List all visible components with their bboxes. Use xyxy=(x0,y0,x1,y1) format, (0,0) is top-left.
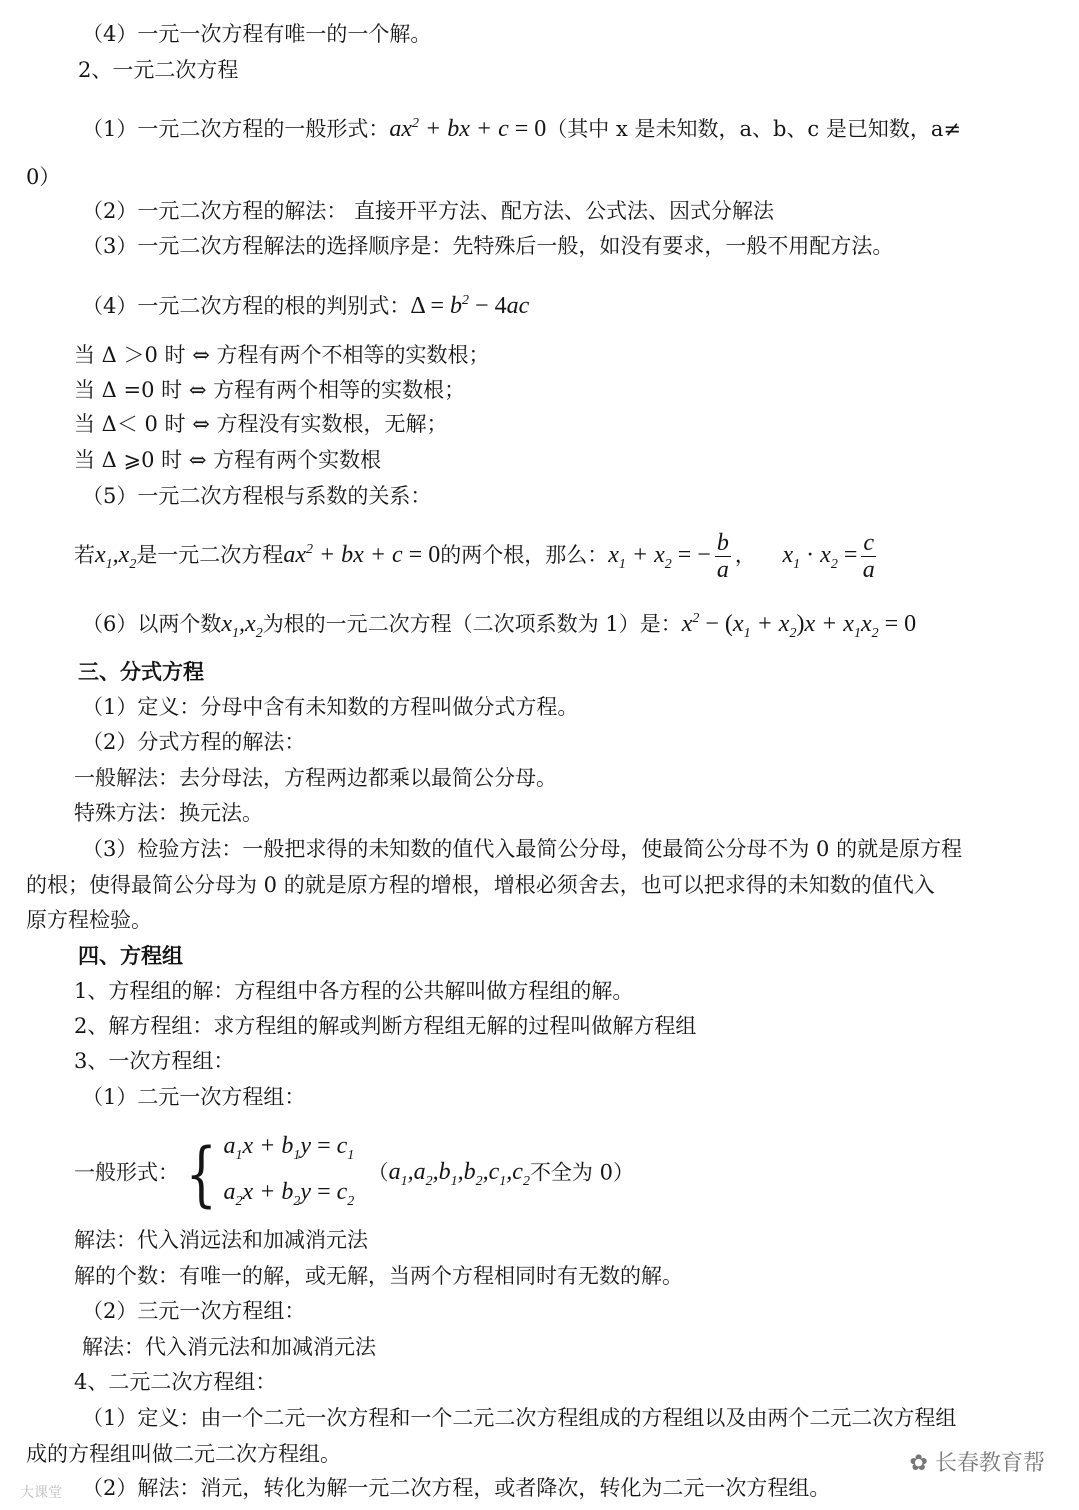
formula-system: $a_1x + b_1y = c_1$ $a_2x + b_2y = c_2$ xyxy=(223,1133,355,1209)
vieta-then: 的两个根，那么： xyxy=(440,543,609,567)
line-linear-system: 3、一次方程组： xyxy=(74,1049,235,1073)
general-form-label: （1）一元二次方程的一般形式： xyxy=(82,117,390,141)
vieta-if: 若 xyxy=(74,543,95,567)
line-check-method-3: 原方程检验。 xyxy=(26,908,152,932)
line-system-solution: 1、方程组的解：方程组中各方程的公共解叫做方程组的解。 xyxy=(74,979,634,1003)
line-fractional-method: （2）分式方程的解法： xyxy=(82,730,306,754)
vieta-mid: 是一元二次方程 xyxy=(136,543,284,567)
line-quadratic-system-method: （2）解法：消元，转化为解一元二次方程，或者降次，转化为二元一次方程组。 xyxy=(82,1476,831,1500)
heading-quadratic: 2、一元二次方程 xyxy=(78,58,239,82)
heading-equation-system: 四、方程组 xyxy=(78,943,183,968)
line-fractional-def: （1）定义：分母中含有未知数的方程叫做分式方程。 xyxy=(82,695,579,719)
line-general-form xyxy=(82,110,961,143)
line-vieta-title: （5）一元二次方程根与系数的关系： xyxy=(82,484,432,508)
system-form-note: 不全为 0） xyxy=(529,1160,634,1185)
formula-coefficients: $a_1,a_2,b_1,b_2,c_1,c_2$ xyxy=(388,1159,530,1190)
formula-roots: $x_1,x_2$ xyxy=(95,542,137,572)
construct-label: （6）以两个数 xyxy=(82,612,222,636)
line-three-var-method: 解法：代入消元法和加减消元法 xyxy=(82,1335,376,1359)
line-special-method: 特殊方法：换元法。 xyxy=(74,801,263,825)
brace-icon: { xyxy=(185,1132,217,1215)
line-quadratic-system-def-2: 成的方程组叫做二元二次方程组。 xyxy=(26,1442,341,1466)
construct-mid: 为根的一元二次方程（二次项系数为 1）是： xyxy=(262,612,682,636)
line-linear-unique: （4）一元一次方程有唯一的一个解。 xyxy=(82,22,432,46)
line-solution-count: 解的个数：有唯一的解，或无解，当两个方程相同时有无数的解。 xyxy=(74,1264,683,1288)
general-form-note: （其中 x 是未知数，a、b、c 是已知数，a≠ xyxy=(546,117,961,141)
line-delta-gt: 当 Δ ＞0 时 ⇔ 方程有两个不相等的实数根； xyxy=(74,343,490,367)
line-construct-equation xyxy=(82,605,916,648)
formula-general: $ax^2$ + bx + c = 0 xyxy=(389,116,547,142)
system-form-label: 一般形式： xyxy=(74,1160,179,1185)
watermark xyxy=(910,1446,1045,1477)
watermark-text: 长春教育帮 xyxy=(934,1451,1045,1476)
line-system-general-form: 一般形式：{ $a_1x + b_1y = c_1$ $a_2x + b_2y = c_2$ （$a_1,a_2,b_1,b_2,c_1,c_2$不全为 0） xyxy=(74,1128,634,1222)
formula-constructed: $x^2 - (x_1 + x_2)x + x_1x_2 = 0$ xyxy=(681,611,917,641)
line-discriminant xyxy=(82,287,529,320)
corner-watermark: 大课堂 xyxy=(20,1485,62,1501)
formula-two-numbers: $x_1,x_2$ xyxy=(221,611,263,641)
line-vieta: 若$x_1,x_2$是一元二次方程$ax^2$ + bx + c = 0的两个根，那么：$x_1 + x_2$ = − $\frac{b}{a}$ ， $x_1 \cdot x_2$ = $\frac{c}{a}$ xyxy=(74,530,875,583)
line-delta-ge: 当 Δ ⩾0 时 ⇔ 方程有两个实数根 xyxy=(74,448,382,472)
wechat-icon: ✿ xyxy=(909,1451,935,1476)
line-two-var-quadratic: 4、二元二次方程组： xyxy=(74,1370,277,1394)
fraction-c-over-a: $\frac{c}{a}$ xyxy=(862,530,875,583)
line-three-var-linear: （2）三元一次方程组： xyxy=(82,1299,306,1323)
line-solve-system: 2、解方程组：求方程组的解或判断方程组无解的过程叫做解方程组 xyxy=(74,1014,697,1038)
line-general-form-cont: 0） xyxy=(26,165,61,189)
fraction-b-over-a: $\frac{b}{a}$ xyxy=(716,530,729,583)
heading-fractional-equation: 三、分式方程 xyxy=(78,659,204,684)
line-delta-eq: 当 Δ =0 时 ⇔ 方程有两个相等的实数根； xyxy=(74,378,466,402)
line-solution-methods: （2）一元二次方程的解法： 直接开平方法、配方法、公式法、因式分解法 xyxy=(82,199,775,223)
formula-quadratic: $ax^2$ + bx + c = 0 xyxy=(283,542,441,568)
line-check-method-2: 的根；使得最简公分母为 0 的就是原方程的增根，增根必须舍去，也可以把求得的未知数的值代入 xyxy=(26,873,935,897)
line-system-solve-method: 解法：代入消远法和加减消元法 xyxy=(74,1228,368,1252)
line-method-order: （3）一元二次方程解法的选择顺序是：先特殊后一般，如没有要求，一般不用配方法。 xyxy=(82,234,894,258)
line-quadratic-system-def-1: （1）定义：由一个二元一次方程和一个二元二次方程组成的方程组以及由两个二元二次方程组 xyxy=(82,1406,957,1430)
line-general-method: 一般解法：去分母法，方程两边都乘以最简公分母。 xyxy=(74,766,557,790)
line-check-method-1: （3）检验方法：一般把求得的未知数的值代入最简公分母，使最简公分母不为 0 的就是原方程 xyxy=(82,837,963,861)
formula-product-roots: $x_1 \cdot x_2$ = xyxy=(782,542,858,572)
line-delta-lt: 当 Δ＜ 0 时 ⇔ 方程没有实数根，无解； xyxy=(74,412,448,436)
line-two-var-linear: （1）二元一次方程组： xyxy=(82,1085,306,1109)
formula-discriminant: $\Delta = b^2 - 4ac$ xyxy=(410,293,530,319)
discriminant-label: （4）一元二次方程的根的判别式： xyxy=(82,294,411,318)
formula-sum-roots: $x_1 + x_2$ = − xyxy=(608,542,711,572)
